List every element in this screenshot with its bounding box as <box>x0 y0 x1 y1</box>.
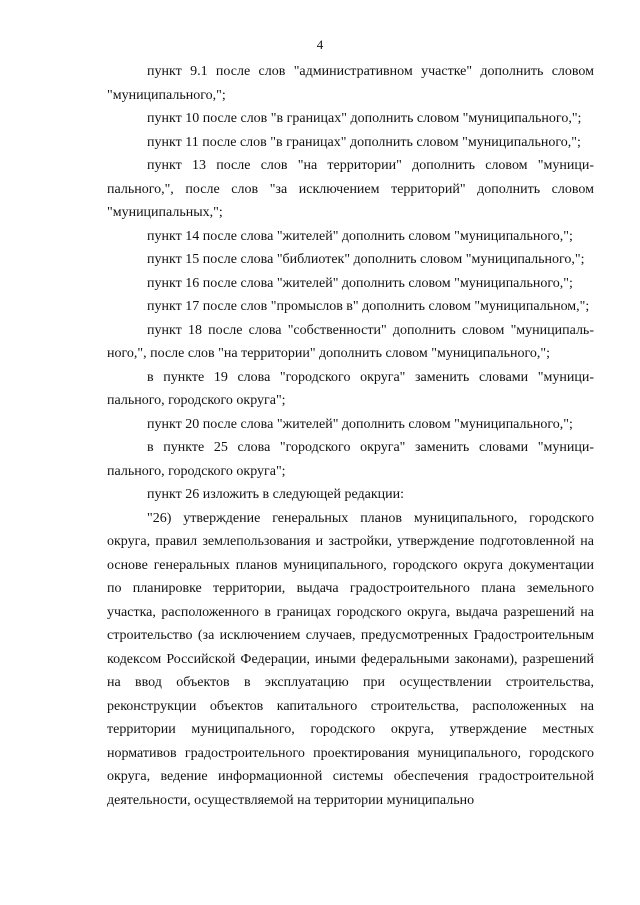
paragraph-item-18: пункт 18 после слова "собственности" дополнить словом "муниципального,", после слов "на территории" дополнить словом "муниципального,"; <box>107 322 594 361</box>
paragraph-item-15: пункт 15 после слова "библиотек" дополнить словом "муниципального,"; <box>147 252 585 267</box>
paragraph-item-9-1: пункт 9.1 после слов "административном участке" дополнить словом "муниципального,"; <box>107 64 594 103</box>
paragraph-item-13: пункт 13 после слов "на территории" дополнить словом "муниципального,", после слов "за исключением территорий" дополнить словом "муниципальных,"; <box>107 158 594 220</box>
paragraph-item-25: в пункте 25 слова "городского округа" заменить словами "муниципального, городского округа"; <box>107 440 594 479</box>
paragraph-item-16: пункт 16 после слова "жителей" дополнить словом "муниципального,"; <box>147 275 573 291</box>
paragraph-item-17: пункт 17 после слов "промыслов в" дополнить словом "муниципальном,"; <box>147 299 590 314</box>
document-body <box>107 60 594 812</box>
paragraph-item-14: пункт 14 после слова "жителей" дополнить словом "муниципального,"; <box>147 228 573 244</box>
paragraph-item-26-intro: пункт 26 изложить в следующей редакции: <box>147 487 404 502</box>
paragraph-item-20: пункт 20 после слова "жителей" дополнить словом "муниципального,"; <box>147 416 573 432</box>
paragraph-item-11: пункт 11 после слов "в границах" дополнить словом "муниципального,"; <box>147 134 581 150</box>
paragraph-item-26-text: "26) утверждение генеральных планов муниципального, городского округа, правил землепользования и застройки, утверждение подготовленной на основе генеральных планов муниципального, городского округа документации по планировке территории, выдача градостроительного плана земельного участка, расположенного в границах городского округа, выдача разрешений на строительство (за исключением случаев, предусмотренных Градостроительным кодексом Российской Федерации, иными федеральными законами), разрешений на ввод объектов в эксплуатацию при осуществлении строительства, реконструкции объектов капитального строительства, расположенных на территории муниципального, городского округа, утверждение местных нормативов градостроительного проектирования муниципального, городского округа, ведение информационной системы обеспечения градостроительной деятельности, осуществляемой на территории муниципально <box>107 510 594 808</box>
paragraph-item-10: пункт 10 после слов "в границах" дополнить словом "муниципального,"; <box>147 111 582 126</box>
page-number: 4 <box>316 37 324 52</box>
paragraph-item-19: в пункте 19 слова "городского округа" заменить словами "муниципального, городского округа"; <box>107 369 594 408</box>
